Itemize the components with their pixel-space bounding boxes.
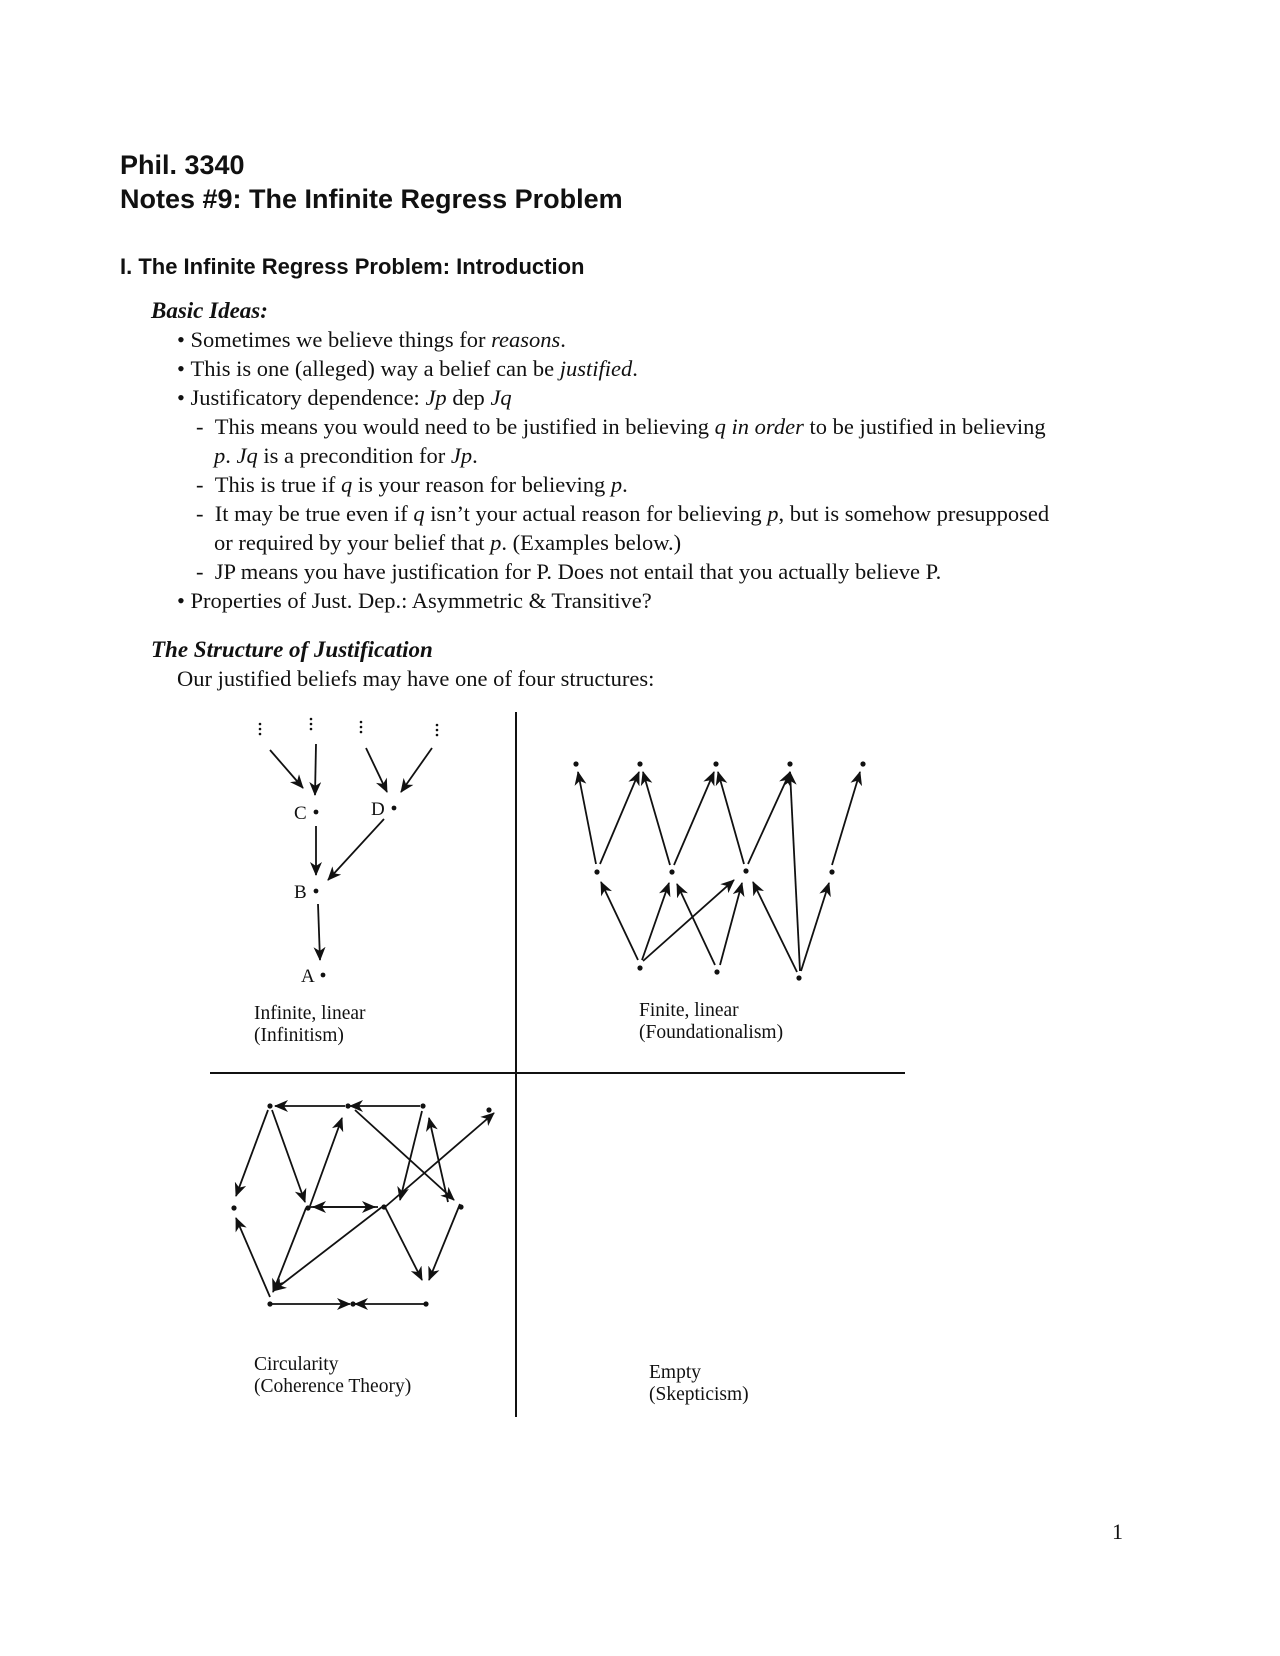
basic-ideas-heading: Basic Ideas: <box>151 298 268 323</box>
course-title: Phil. 3340 <box>120 150 245 180</box>
bullet-3: • Justificatory dependence: Jp dep Jq <box>177 385 512 410</box>
caption-circularity: Circularity (Coherence Theory) <box>254 1354 412 1397</box>
label-b: B <box>294 882 307 903</box>
finite-linear-graph <box>573 761 865 980</box>
label-a: A <box>301 966 315 987</box>
node-a <box>321 973 326 978</box>
structure-intro: Our justified beliefs may have one of four structures: <box>177 666 655 691</box>
infinite-linear-graph <box>259 718 439 978</box>
notes-title: Notes #9: The Infinite Regress Problem <box>120 184 623 214</box>
node-b <box>314 889 319 894</box>
page-number: 1 <box>1112 1519 1123 1544</box>
sub-bullet-3b: or required by your belief that p. (Examples below.) <box>214 530 682 555</box>
caption-finite: Finite, linear (Foundationalism) <box>639 1000 784 1043</box>
label-c: C <box>294 803 307 824</box>
node-c <box>314 810 319 815</box>
caption-empty: Empty (Skepticism) <box>649 1362 749 1405</box>
circularity-graph <box>231 1103 494 1306</box>
sub-bullet-2: - This is true if q is your reason for believing p. <box>196 472 628 497</box>
node-d <box>392 806 397 811</box>
sub-bullet-3a: - It may be true even if q isn’t your actual reason for believing p, but is somehow presupposed <box>196 501 1050 526</box>
structure-heading: The Structure of Justification <box>151 637 433 662</box>
sub-bullet-1a: - This means you would need to be justified in believing q in order to be justified in believing <box>196 414 1046 439</box>
bullet-mark: • <box>177 588 185 613</box>
bullet-4: • Properties of Just. Dep.: Asymmetric & Transitive? <box>177 588 652 613</box>
sub-bullet-4: - JP means you have justification for P. Does not entail that you actually believe P. <box>196 559 942 584</box>
label-d: D <box>371 799 385 820</box>
bullet-mark: • <box>177 385 185 410</box>
caption-infinite: Infinite, linear (Infinitism) <box>254 1003 366 1046</box>
bullet-1: • Sometimes we believe things for reasons. <box>177 327 566 352</box>
bullet-mark: • <box>177 356 185 381</box>
ellipsis-dots <box>259 718 439 737</box>
sub-bullet-1b: p. Jq is a precondition for Jp. <box>214 443 478 468</box>
bullet-2: • This is one (alleged) way a belief can be justified. <box>177 356 638 381</box>
bullet-mark: • <box>177 327 185 352</box>
section-title: I. The Infinite Regress Problem: Introduction <box>120 254 585 279</box>
